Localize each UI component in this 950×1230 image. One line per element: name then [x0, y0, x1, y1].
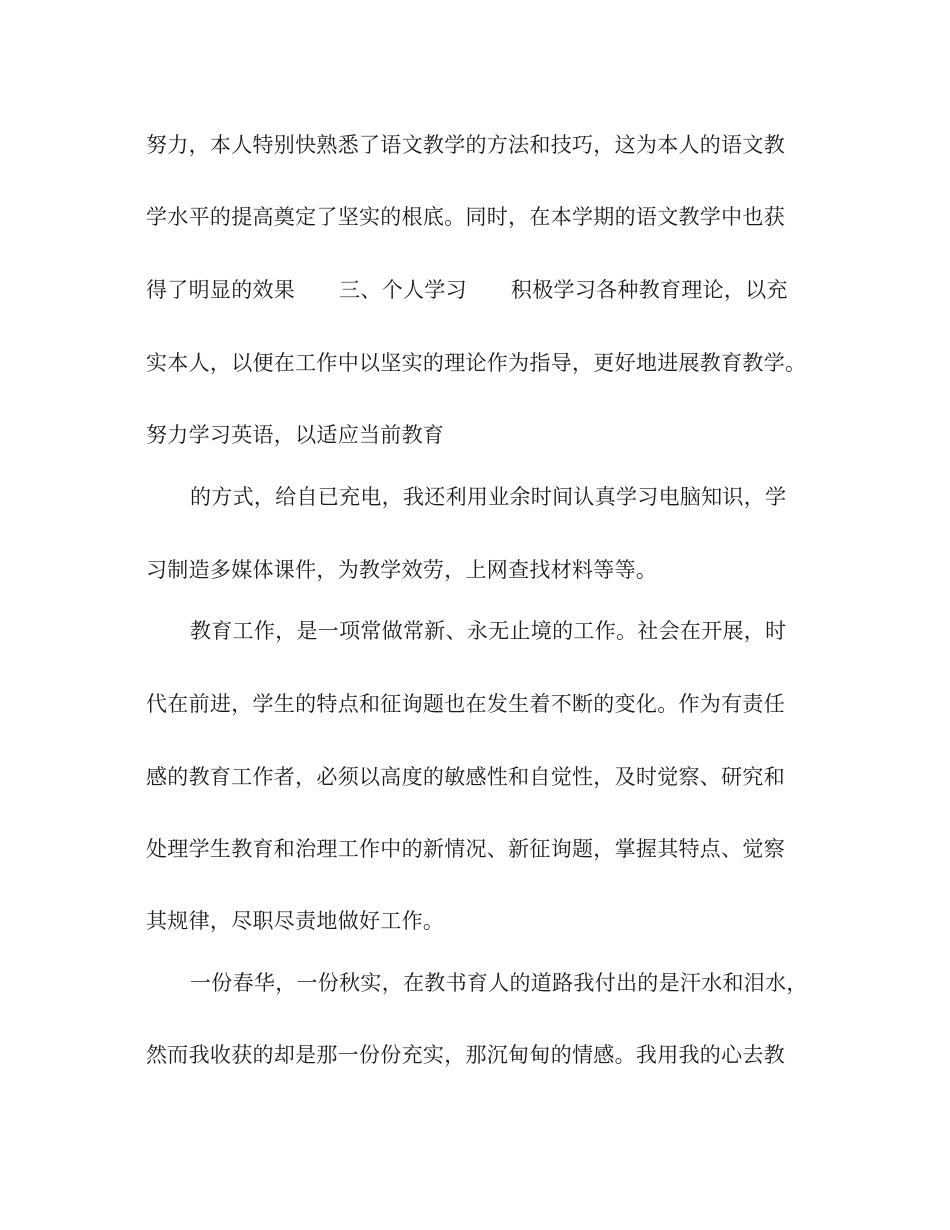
text-line: 努力学习英语，以适应当前教育: [146, 423, 445, 447]
text-line: 然而我收获的却是那一份份充实，那沉甸甸的情感。我用我的心去教: [146, 1043, 785, 1067]
paragraph-first-line: 的方式，给自已充电，我还利用业余时间认真学习电脑知识，学: [190, 485, 787, 509]
text-line-with-heading: [146, 275, 826, 305]
text-line: 其规律，尽职尽责地做好工作。: [146, 909, 445, 933]
text-segment: 积极学习各种教育理论，以充: [510, 278, 788, 302]
text-line: 处理学生教育和治理工作中的新情况、新征询题，掌握其特点、觉察: [146, 837, 785, 861]
paragraph-first-line: 一份春华，一份秋实，在教书育人的道路我付出的是汗水和泪水，: [190, 971, 808, 995]
text-line: 感的教育工作者，必须以高度的敏感性和自觉性，及时觉察、研究和: [146, 765, 785, 789]
text-line: 代在前进，学生的特点和征询题也在发生着不断的变化。作为有责任: [146, 692, 785, 716]
section-heading: 三、个人学习: [339, 278, 467, 302]
paragraph-first-line: 教育工作，是一项常做常新、永无止境的工作。社会在开展，时: [190, 619, 787, 643]
text-line: 习制造多媒体课件，为教学效劳，上网查找材料等等。: [146, 558, 658, 582]
text-line: 实本人，以便在工作中以坚实的理论作为指导，更好地进展教育教学。: [146, 351, 807, 375]
text-line: 学水平的提高奠定了坚实的根底。同时，在本学期的语文教学中也获: [146, 205, 785, 229]
text-segment: 得了明显的效果: [146, 278, 296, 302]
text-line: 努力，本人特别快熟悉了语文教学的方法和技巧，这为本人的语文教: [146, 133, 785, 157]
